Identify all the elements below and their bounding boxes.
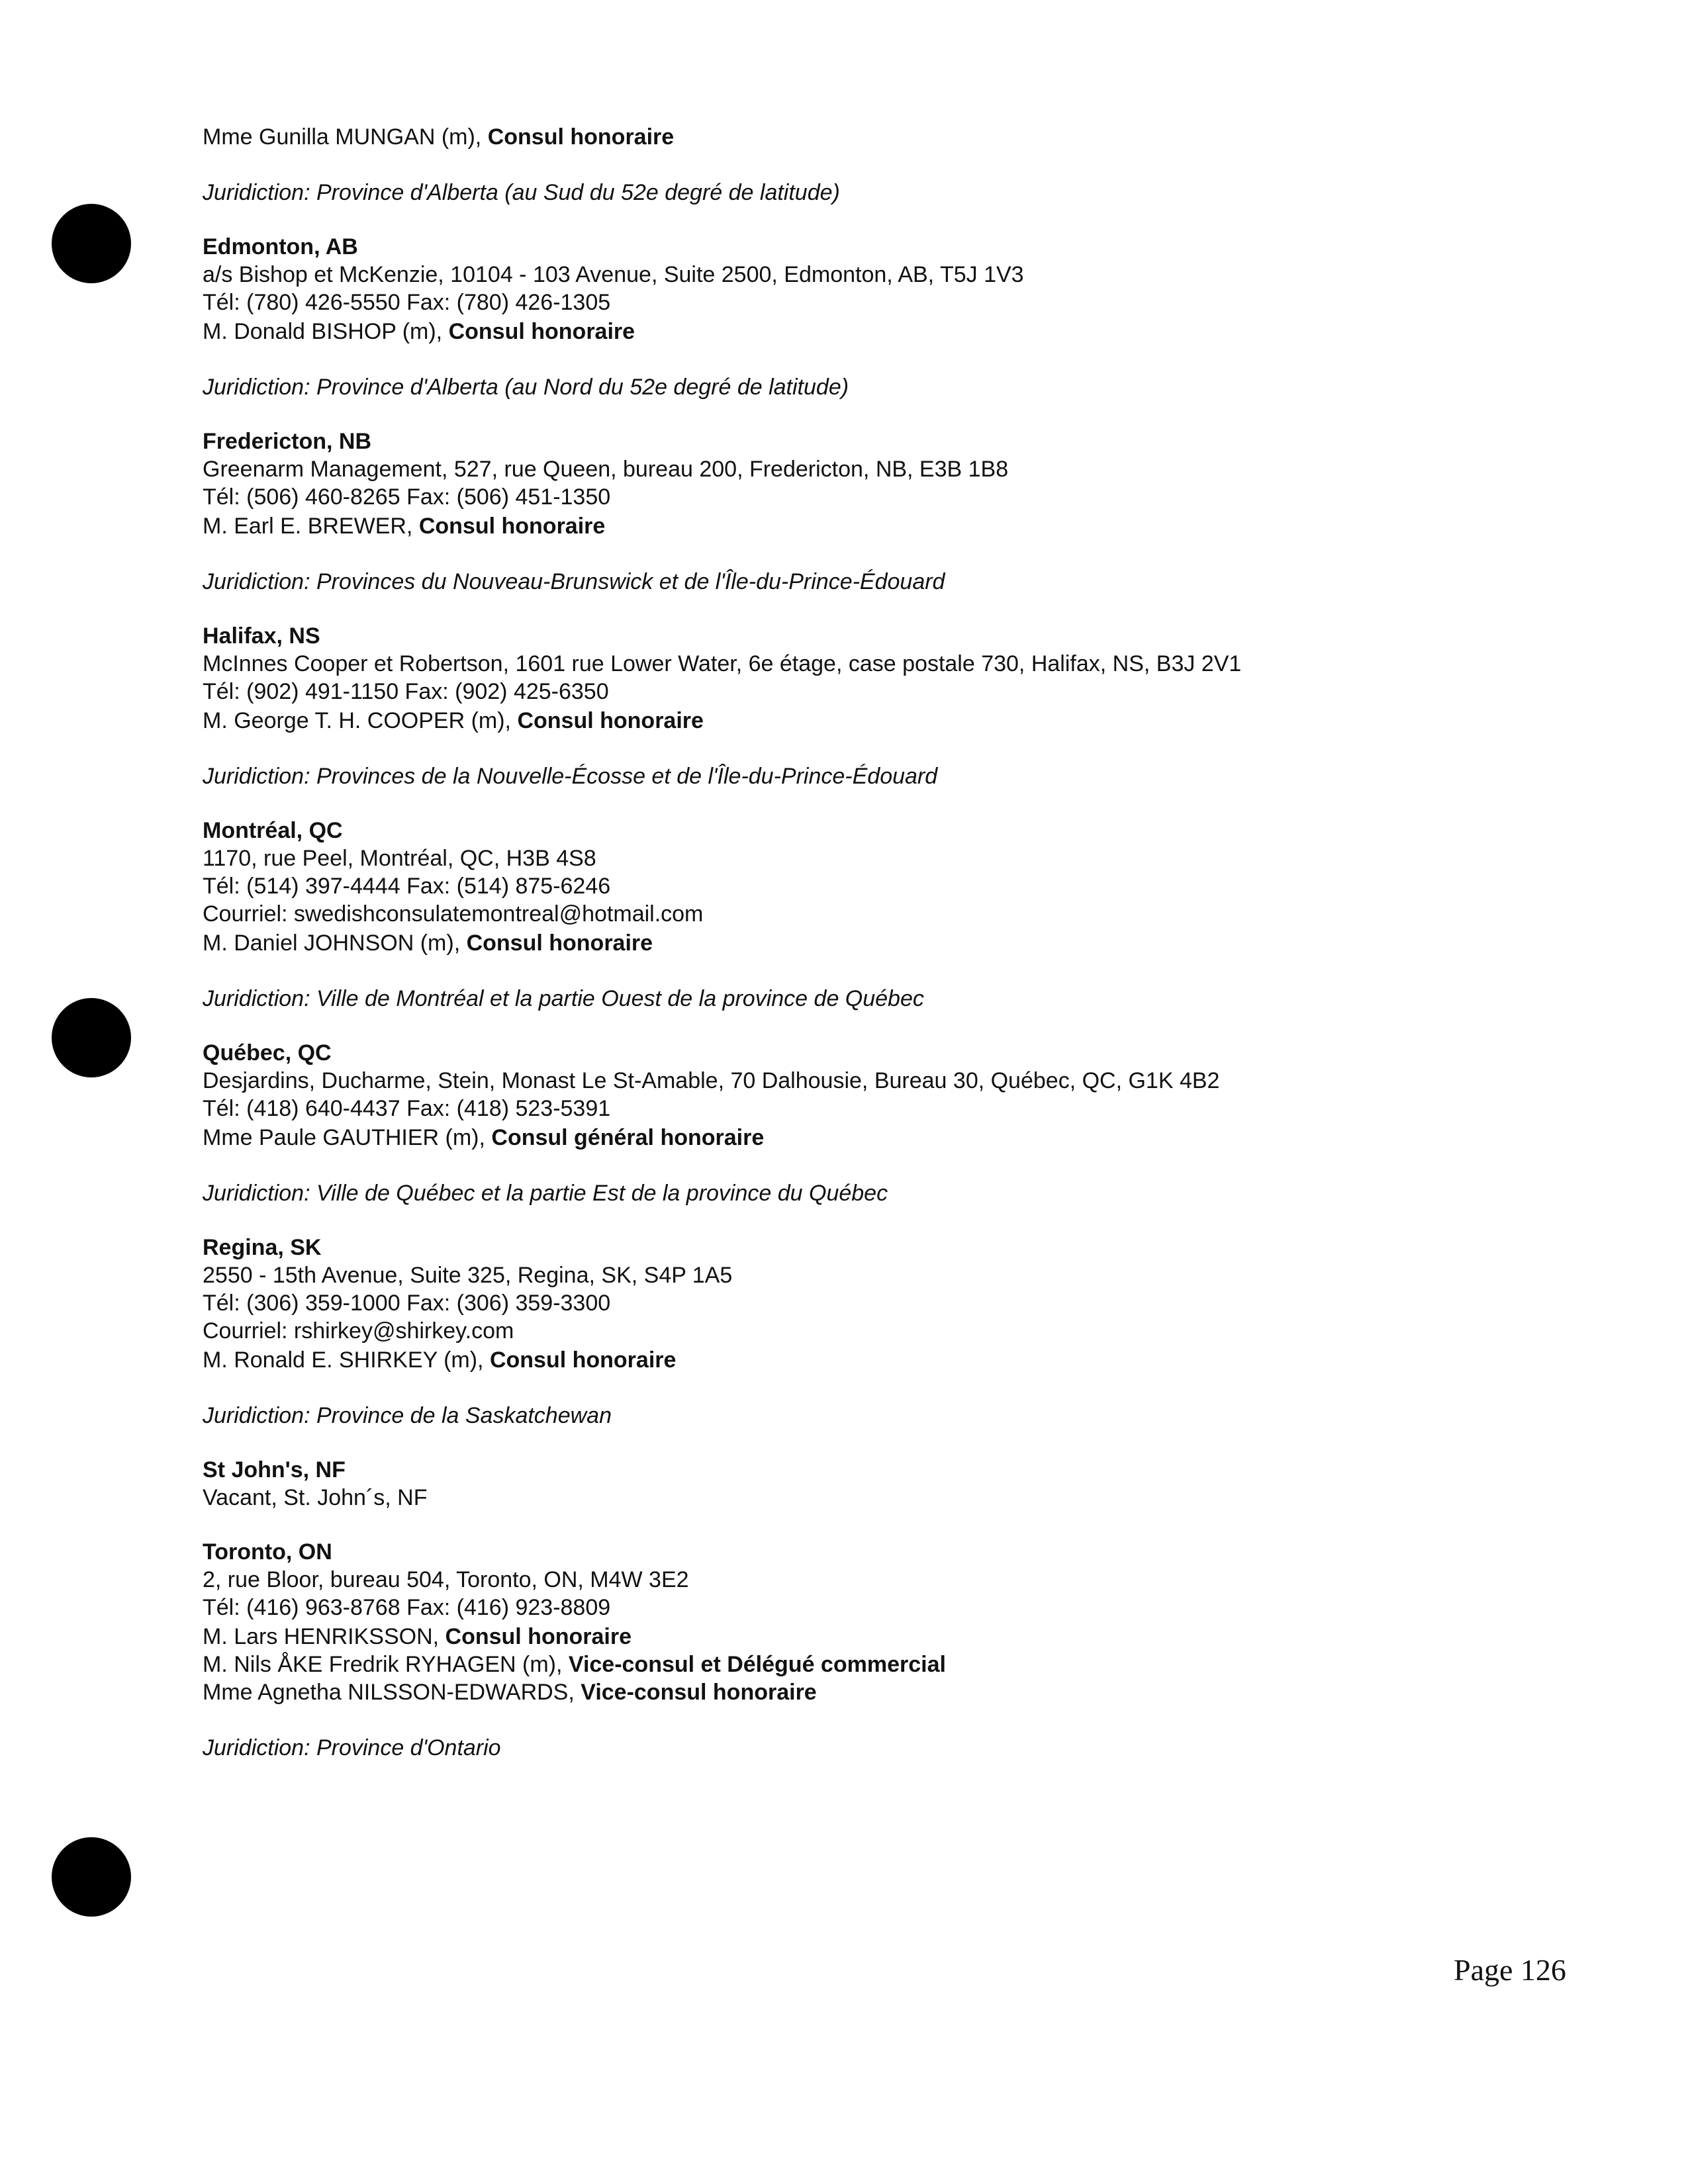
office-phone-fax: Tél: (306) 359-1000 Fax: (306) 359-3300	[203, 1291, 611, 1316]
representative-line	[203, 318, 1513, 345]
representative-name: Mme Agnetha NILSSON-EDWARDS,	[203, 1680, 581, 1705]
binder-hole	[52, 1837, 131, 1917]
office-address: 2, rue Bloor, bureau 504, Toronto, ON, M4W 3E2	[203, 1567, 689, 1592]
representative-title: Consul honoraire	[448, 319, 635, 344]
office-address: Desjardins, Ducharme, Stein, Monast Le St-Amable, 70 Dalhousie, Bureau 30, Québec, QC, G1K 4B2	[203, 1068, 1220, 1093]
representative-title: Consul honoraire	[466, 931, 653, 956]
jurisdiction: Juridiction: Province d'Ontario	[203, 1735, 501, 1760]
office-entry	[203, 233, 1513, 401]
jurisdiction: Juridiction: Province d'Alberta (au Sud du 52e degré de latitude)	[203, 180, 840, 205]
representative-name: M. Earl E. BREWER,	[203, 514, 419, 539]
office-email: Courriel: swedishconsulatemontreal@hotmail.com	[203, 901, 704, 927]
office-entry	[203, 1456, 1513, 1512]
representative-line	[203, 1651, 1513, 1678]
office-list	[203, 233, 1513, 1762]
office-entry	[203, 622, 1513, 790]
office-address: 2550 - 15th Avenue, Suite 325, Regina, SK, S4P 1A5	[203, 1263, 733, 1288]
office-city: St John's, NF	[203, 1457, 346, 1482]
office-address: Vacant, St. John´s, NF	[203, 1485, 428, 1510]
representative-line	[203, 1623, 1513, 1651]
representative-name: M. Daniel JOHNSON (m),	[203, 931, 467, 956]
office-phone-fax: Tél: (506) 460-8265 Fax: (506) 451-1350	[203, 484, 611, 510]
office-city: Toronto, ON	[203, 1539, 332, 1565]
representative-title: Vice-consul et Délégué commercial	[568, 1652, 946, 1677]
office-entry	[203, 1039, 1513, 1207]
representative-line	[203, 512, 1513, 540]
page-number: Page 126	[1454, 1953, 1566, 1987]
jurisdiction: Juridiction: Provinces du Nouveau-Brunswick et de l'Île-du-Prince-Édouard	[203, 569, 945, 594]
office-phone-fax: Tél: (418) 640-4437 Fax: (418) 523-5391	[203, 1096, 611, 1121]
office-address: McInnes Cooper et Robertson, 1601 rue Lower Water, 6e étage, case postale 730, Halifax, NS, B3J 2V1	[203, 651, 1242, 676]
office-phone-fax: Tél: (416) 963-8768 Fax: (416) 923-8809	[203, 1595, 611, 1620]
office-entry	[203, 817, 1513, 1013]
office-city: Fredericton, NB	[203, 429, 372, 454]
consulate-listing	[203, 123, 1513, 1762]
representative-line	[203, 1678, 1513, 1706]
representative-title: Consul honoraire	[418, 514, 606, 539]
representative-name: M. George T. H. COOPER (m),	[203, 708, 518, 733]
office-entry	[203, 428, 1513, 596]
office-city: Edmonton, AB	[203, 234, 358, 259]
binder-hole	[52, 204, 131, 283]
representative-title: Vice-consul honoraire	[581, 1680, 817, 1705]
office-phone-fax: Tél: (514) 397-4444 Fax: (514) 875-6246	[203, 874, 611, 899]
jurisdiction: Juridiction: Province d'Alberta (au Nord du 52e degré de latitude)	[203, 375, 849, 400]
representative-name: Mme Paule GAUTHIER (m),	[203, 1125, 492, 1150]
representative-name: M. Donald BISHOP (m),	[203, 319, 449, 344]
office-address: 1170, rue Peel, Montréal, QC, H3B 4S8	[203, 846, 596, 871]
office-phone-fax: Tél: (902) 491-1150 Fax: (902) 425-6350	[203, 679, 609, 704]
binder-hole	[52, 998, 131, 1077]
representative-line	[203, 707, 1513, 735]
jurisdiction: Juridiction: Ville de Québec et la partie Est de la province du Québec	[203, 1181, 888, 1206]
representative-name: M. Nils ÅKE Fredrik RYHAGEN (m),	[203, 1652, 569, 1677]
representative-line	[203, 1124, 1513, 1152]
representative-name: M. Lars HENRIKSSON,	[203, 1624, 445, 1649]
office-city: Regina, SK	[203, 1235, 322, 1260]
representative-name: Mme Gunilla MUNGAN (m),	[203, 124, 488, 150]
representative-title: Consul honoraire	[517, 708, 704, 733]
jurisdiction: Juridiction: Provinces de la Nouvelle-Écosse et de l'Île-du-Prince-Édouard	[203, 764, 938, 789]
representative-line	[203, 1346, 1513, 1374]
representative-line	[203, 123, 1513, 151]
jurisdiction: Juridiction: Province de la Saskatchewan	[203, 1403, 612, 1428]
representative-title: Consul honoraire	[445, 1624, 632, 1649]
representative-title: Consul général honoraire	[491, 1125, 765, 1150]
office-phone-fax: Tél: (780) 426-5550 Fax: (780) 426-1305	[203, 290, 611, 315]
office-address: Greenarm Management, 527, rue Queen, bureau 200, Fredericton, NB, E3B 1B8	[203, 457, 1009, 482]
office-email: Courriel: rshirkey@shirkey.com	[203, 1318, 514, 1343]
jurisdiction: Juridiction: Ville de Montréal et la partie Ouest de la province de Québec	[203, 986, 924, 1011]
representative-line	[203, 929, 1513, 957]
representative-title: Consul honoraire	[487, 124, 675, 150]
office-city: Halifax, NS	[203, 623, 320, 649]
office-address: a/s Bishop et McKenzie, 10104 - 103 Avenue, Suite 2500, Edmonton, AB, T5J 1V3	[203, 262, 1024, 287]
office-city: Québec, QC	[203, 1040, 332, 1066]
office-city: Montréal, QC	[203, 818, 343, 843]
office-entry	[203, 1234, 1513, 1430]
office-entry	[203, 1538, 1513, 1762]
representative-name: M. Ronald E. SHIRKEY (m),	[203, 1347, 490, 1373]
representative-title: Consul honoraire	[489, 1347, 677, 1373]
